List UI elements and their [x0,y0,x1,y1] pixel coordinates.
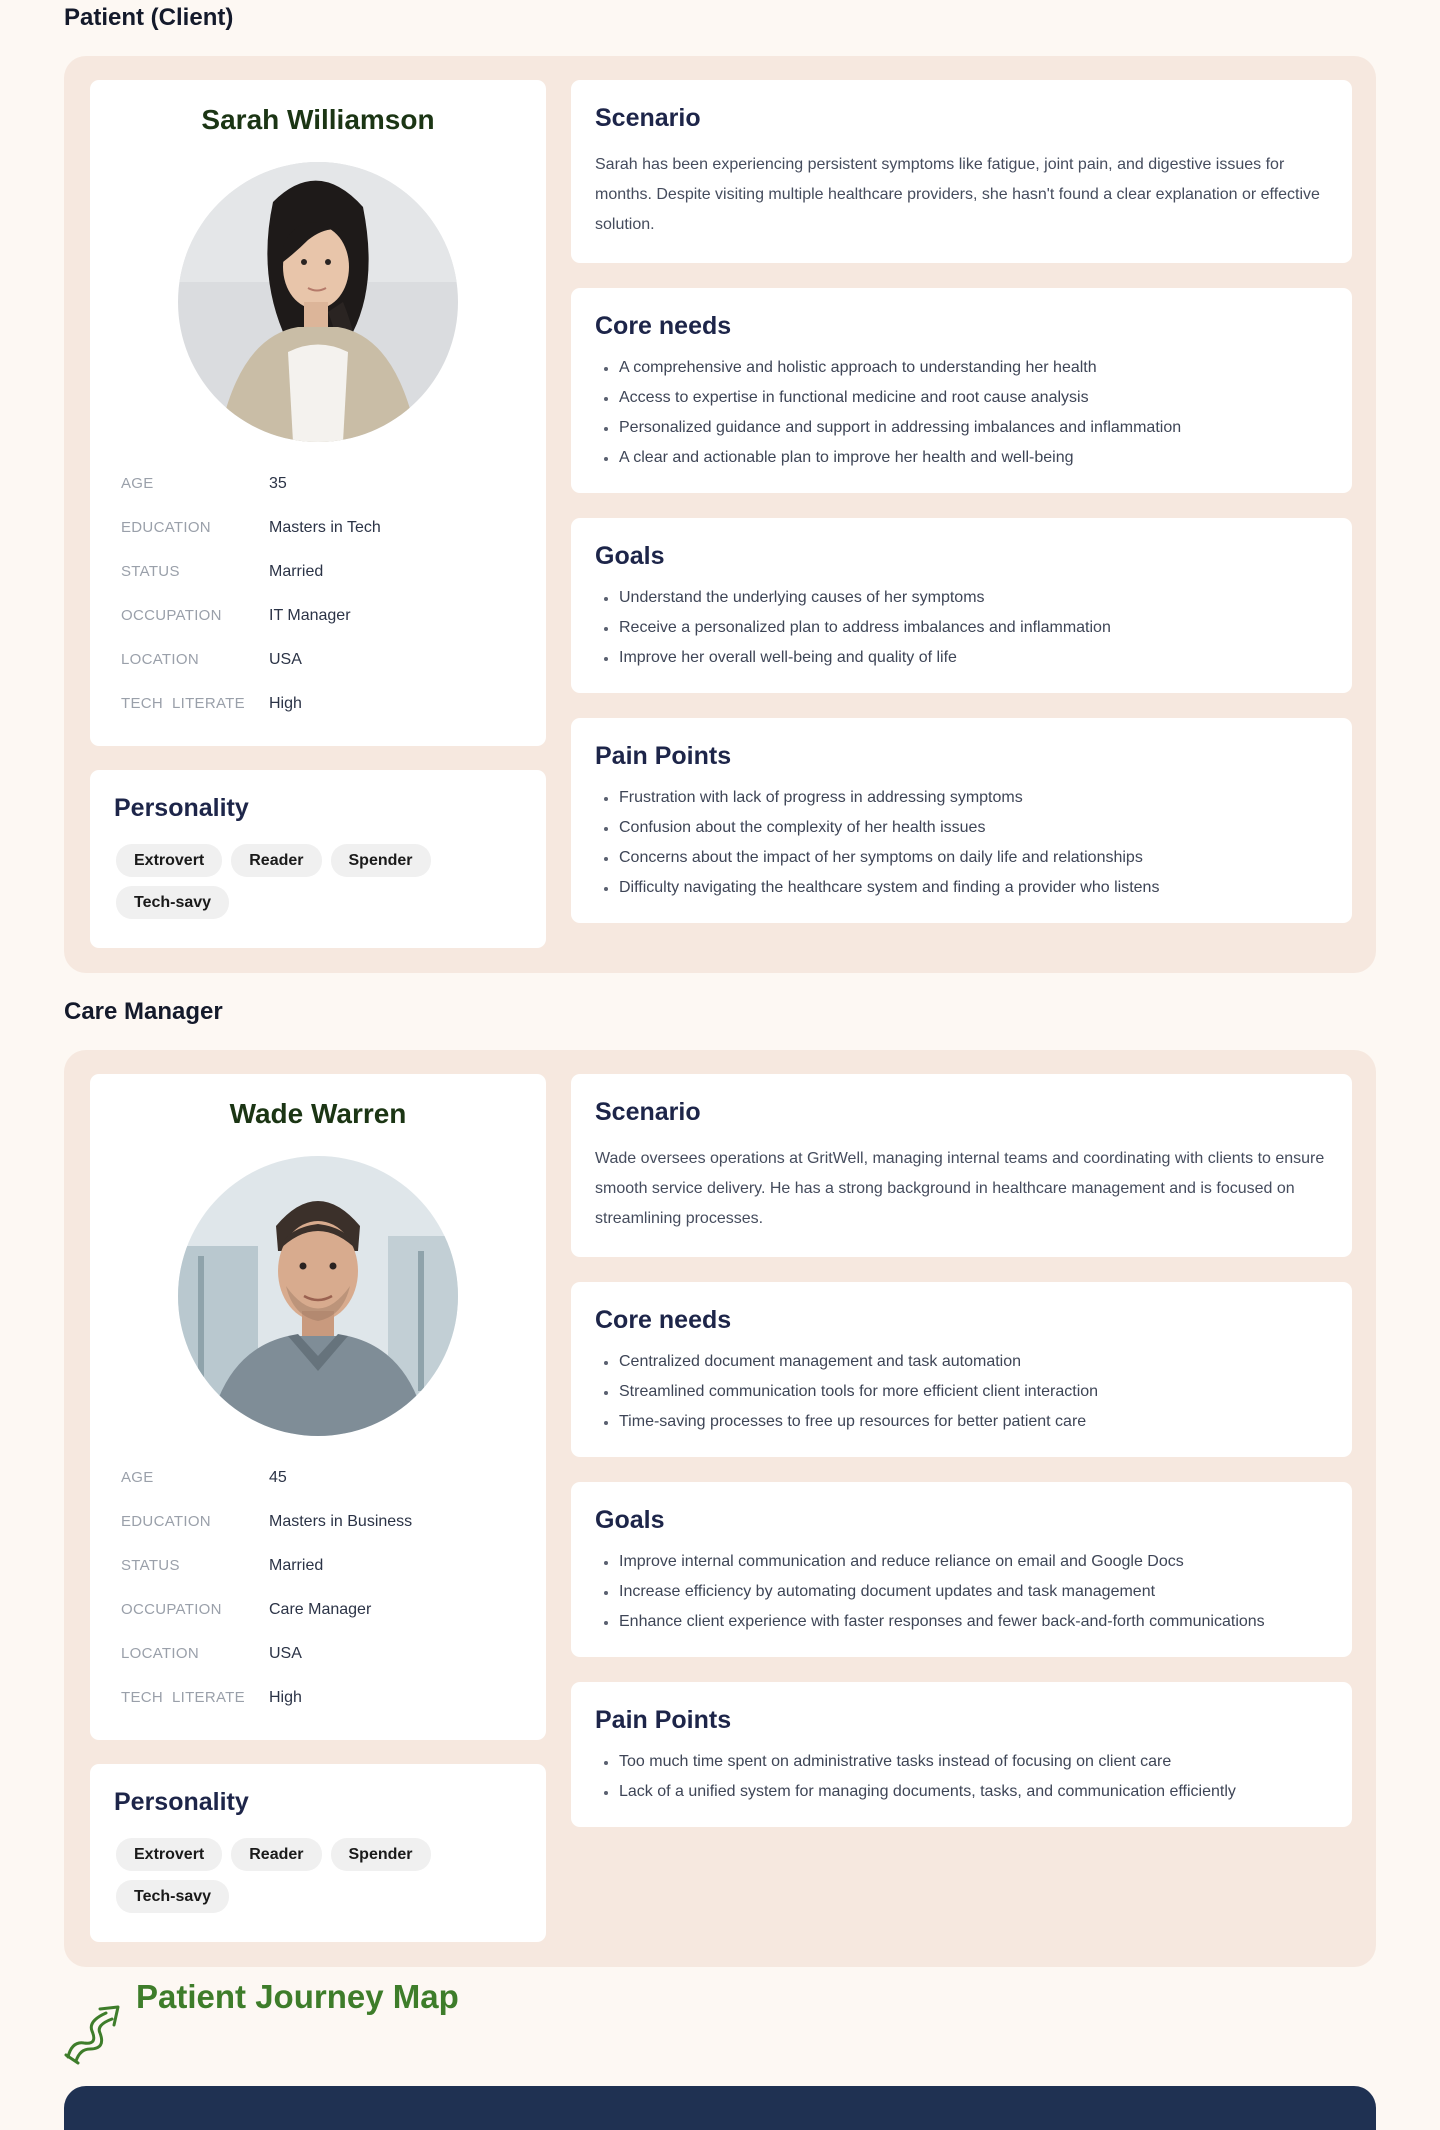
personality-tag: Tech-savy [116,886,229,919]
trend-arrow-icon [62,2003,122,2072]
info-value: High [269,695,302,712]
info-value: IT Manager [269,607,351,624]
personality-tag: Spender [331,844,431,877]
avatar [178,1156,458,1436]
scenario-title: Scenario [595,1098,701,1126]
persona-name: Sarah Williamson [201,104,435,135]
personality-tag: Reader [231,1838,321,1871]
info-label: LOCATION [121,1645,199,1662]
journey-map-header-bar [64,2086,1376,2130]
info-label: STATUS [121,563,180,580]
personality-title: Personality [114,1788,249,1816]
info-value: USA [269,1645,302,1662]
pain-points-list [595,1747,1332,1807]
core-needs-list [595,1347,1332,1437]
info-label: AGE [121,475,154,492]
scenario-card [571,80,1352,263]
personality-card [90,1764,546,1942]
goals-card [571,1482,1352,1657]
info-value: Married [269,1557,324,1574]
info-value: Married [269,563,324,580]
info-label: TECH LITERATE [121,695,245,712]
list-item: Time-saving processes to free up resources for better patient care [595,1407,1332,1437]
scenario-title: Scenario [595,104,701,132]
persona-panel-patient [64,56,1376,973]
pain-points-list [595,783,1332,903]
section-title-care-manager: Care Manager [64,998,223,1025]
scenario-card [571,1074,1352,1257]
info-label: LOCATION [121,651,199,668]
personality-tag: Reader [231,844,321,877]
info-value: Care Manager [269,1601,372,1618]
personality-tag: Extrovert [116,844,222,877]
info-value: 45 [269,1469,287,1486]
personality-tag: Spender [331,1838,431,1871]
pain-points-title: Pain Points [595,742,732,770]
core-needs-title: Core needs [595,312,732,340]
pain-points-card [571,718,1352,923]
list-item: Understand the underlying causes of her symptoms [595,583,1332,613]
pain-points-title: Pain Points [595,1706,732,1734]
list-item: Personalized guidance and support in addressing imbalances and inflammation [595,413,1332,443]
goals-card [571,518,1352,693]
info-value: USA [269,651,302,668]
info-label: OCCUPATION [121,1601,222,1618]
profile-card [90,80,546,746]
info-value: Masters in Business [269,1513,413,1530]
personality-tag: Extrovert [116,1838,222,1871]
journey-map-title: Patient Journey Map [136,1978,459,2015]
core-needs-card [571,288,1352,493]
scenario-text: Sarah has been experiencing persistent symptoms like fatigue, joint pain, and digestive issues for months. Despite visiting multiple healthcare providers, she hasn't found a clear explanation or effective solution. [595,156,1320,233]
list-item: Centralized document management and task automation [595,1347,1332,1377]
info-value: Masters in Tech [269,519,381,536]
goals-list [595,583,1332,673]
personality-tags [116,1838,446,1913]
profile-card [90,1074,546,1740]
personality-title: Personality [114,794,249,822]
list-item: A clear and actionable plan to improve her health and well-being [595,443,1332,473]
scenario-text: Wade oversees operations at GritWell, managing internal teams and coordinating with clients to ensure smooth service delivery. He has a strong background in healthcare management and is focused on streamlining processes. [595,1150,1325,1227]
list-item: Difficulty navigating the healthcare system and finding a provider who listens [595,873,1332,903]
avatar [178,162,458,442]
list-item: Lack of a unified system for managing documents, tasks, and communication efficiently [595,1777,1332,1807]
core-needs-list [595,353,1332,473]
list-item: Concerns about the impact of her symptoms on daily life and relationships [595,843,1332,873]
list-item: Improve internal communication and reduce reliance on email and Google Docs [595,1547,1332,1577]
goals-list [595,1547,1332,1637]
personality-tags [116,844,446,919]
info-label: TECH LITERATE [121,1689,245,1706]
persona-panel-care-manager [64,1050,1376,1967]
list-item: Confusion about the complexity of her health issues [595,813,1332,843]
list-item: Frustration with lack of progress in addressing symptoms [595,783,1332,813]
info-label: OCCUPATION [121,607,222,624]
list-item: Receive a personalized plan to address imbalances and inflammation [595,613,1332,643]
list-item: Improve her overall well-being and quality of life [595,643,1332,673]
list-item: Increase efficiency by automating document updates and task management [595,1577,1332,1607]
pain-points-card [571,1682,1352,1827]
list-item: Streamlined communication tools for more efficient client interaction [595,1377,1332,1407]
personality-card [90,770,546,948]
list-item: A comprehensive and holistic approach to understanding her health [595,353,1332,383]
section-title-patient: Patient (Client) [64,4,234,31]
core-needs-card [571,1282,1352,1457]
persona-name: Wade Warren [229,1098,407,1129]
info-label: STATUS [121,1557,180,1574]
info-label: EDUCATION [121,519,211,536]
core-needs-title: Core needs [595,1306,732,1334]
info-value: High [269,1689,302,1706]
list-item: Too much time spent on administrative tasks instead of focusing on client care [595,1747,1332,1777]
list-item: Enhance client experience with faster responses and fewer back-and-forth communications [595,1607,1332,1637]
info-value: 35 [269,475,287,492]
goals-title: Goals [595,1506,665,1534]
list-item: Access to expertise in functional medicine and root cause analysis [595,383,1332,413]
info-label: EDUCATION [121,1513,211,1530]
personality-tag: Tech-savy [116,1880,229,1913]
info-label: AGE [121,1469,154,1486]
goals-title: Goals [595,542,665,570]
